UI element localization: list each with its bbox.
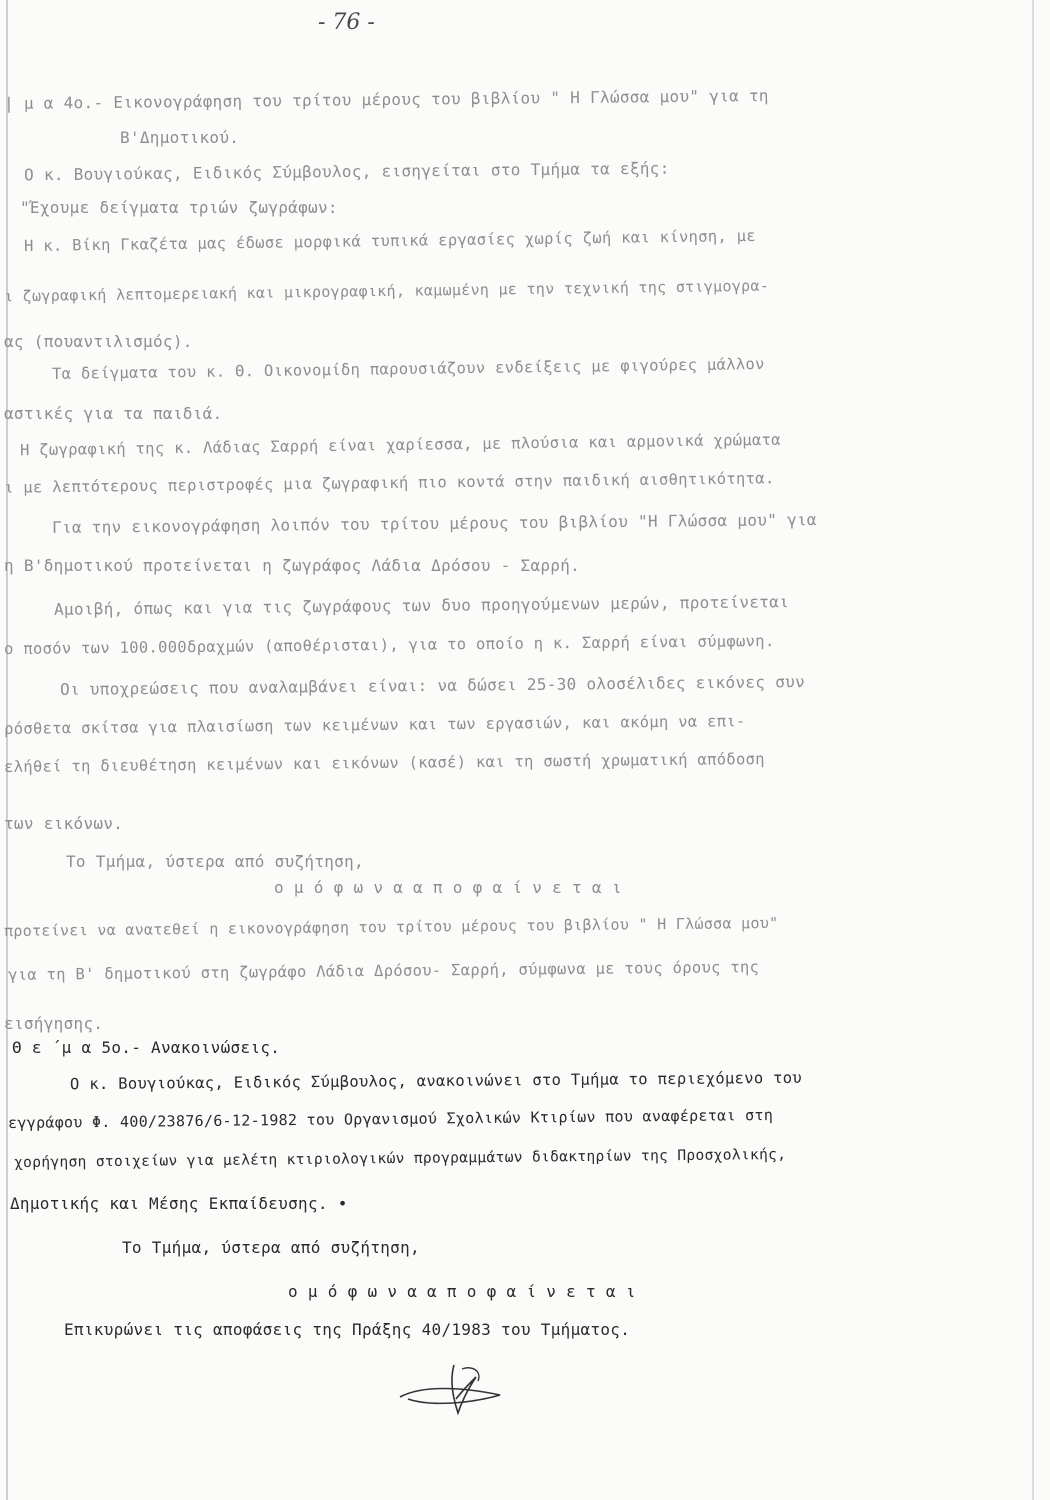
decision-heading: ο μ ό φ ω ν α α π ο φ α ί ν ε τ α ι (288, 1282, 636, 1301)
text-line: | μ α 4ο.- Εικονογράφηση του τρίτου μέρους του βιβλίου " Η Γλώσσα μου" για τη (3, 85, 769, 114)
page-left-edge (6, 0, 8, 1500)
text-line: ο μ ό φ ω ν α α π ο φ α ί ν ε τ α ι (274, 878, 622, 897)
text-line: η Β'δημοτικού προτείνεται η ζωγράφος Λάδια Δρόσου - Σαρρή. (4, 556, 581, 575)
text-line: Β'Δημοτικού. (120, 128, 240, 147)
text-line: αστικές για τα παιδιά. (4, 404, 223, 423)
page-number: - 76 - (318, 10, 375, 35)
page-right-edge (1032, 0, 1034, 1500)
text-line: ο ποσόν των 100.000δραχμών (αποθέρισται), για το οποίο η κ. Σαρρή είναι σύμφωνη. (3, 631, 775, 659)
text-line: ι με λεπτότερους περιστροφές μια ζωγραφική πιο κοντά στην παιδική αισθητικότητα. (3, 469, 775, 497)
text-line: ας (πουαντιλισμός). (4, 332, 193, 351)
section-heading: Θ ε ΄μ α 5ο.- Ανακοινώσεις. (12, 1038, 281, 1057)
text-line: Οι υποχρεώσεις που αναλαμβάνει είναι: να δώσει 25-30 ολοσέλιδες εικόνες συν (59, 672, 806, 699)
text-line: Ο κ. Βουγιούκας, Ειδικός Σύμβουλος, εισηγείται στο Τμήμα τα εξής: (23, 158, 670, 185)
text-line: Η κ. Βίκη Γκαζέτα μας έδωσε μορφικά τυπικά εργασίες χωρίς ζωή και κίνηση, με (23, 226, 757, 256)
text-line: εισήγησης. (4, 1014, 104, 1033)
text-line: προτείνει να ανατεθεί η εικονογράφηση του τρίτου μέρους του βιβλίου " Η Γλώσσα μου" (3, 913, 779, 941)
text-line: των εικόνων. (4, 814, 124, 833)
text-line: Η ζωγραφική της κ. Λάδιας Σαρρή είναι χαρίεσσα, με πλούσια και αρμονικά χρώματα (19, 430, 782, 460)
text-line: Για την εικονογράφηση λοιπόν του τρίτου μέρους του βιβλίου "Η Γλώσσα μου" για (51, 509, 817, 538)
text-line: Τα δείγματα του κ. Θ. Οικονομίδη παρουσιάζουν ενδείξεις με φιγούρες μάλλον (51, 355, 765, 383)
handwritten-signature (392, 1355, 512, 1425)
text-line: Επικυρώνει τις αποφάσεις της Πράξης 40/1983 του Τμήματος. (64, 1320, 631, 1339)
text-line: ι ζωγραφική λεπτομερειακή και μικρογραφική, καμωμένη με την τεχνική της στιγμογρα- (3, 276, 770, 306)
text-line: για τη Β' δημοτικού στη ζωγράφο Λάδια Δρόσου- Σαρρή, σύμφωνα με τους όρους της (7, 958, 760, 984)
text-line: Ο κ. Βουγιούκας, Ειδικός Σύμβουλος, ανακοινώνει στο Τμήμα το περιεχόμενο του (69, 1068, 803, 1094)
text-line: χορήγηση στοιχείων για μελέτη κτιριολογικών προγραμμάτων διδακτηρίων της Προσχολικής, (13, 1145, 787, 1172)
text-line: ρόσθετα σκίτσα για πλαισίωση των κειμένων και των εργασιών, και ακόμη να επι- (3, 712, 746, 738)
text-line: Αμοιβή, όπως και για τις ζωγράφους των δυο προηγούμενων μερών, προτείνεται (53, 592, 790, 619)
text-line: Το Τμήμα, ύστερα από συζήτηση, (122, 1238, 420, 1257)
text-line: Δημοτικής και Μέσης Εκπαίδευσης. • (10, 1194, 348, 1213)
text-line: εγγράφου Φ. 400/23876/6-12-1982 του Οργανισμού Σχολικών Κτιρίων που αναφέρεται στη (7, 1105, 774, 1133)
text-line: ελήθεί τη διευθέτηση κειμένων και εικόνων (κασέ) και τη σωστή χρωματική απόδοση (3, 750, 765, 776)
text-line: Το Τμήμα, ύστερα από συζήτηση, (66, 852, 364, 871)
text-line: "Έχουμε δείγματα τριών ζωγράφων: (20, 198, 338, 217)
